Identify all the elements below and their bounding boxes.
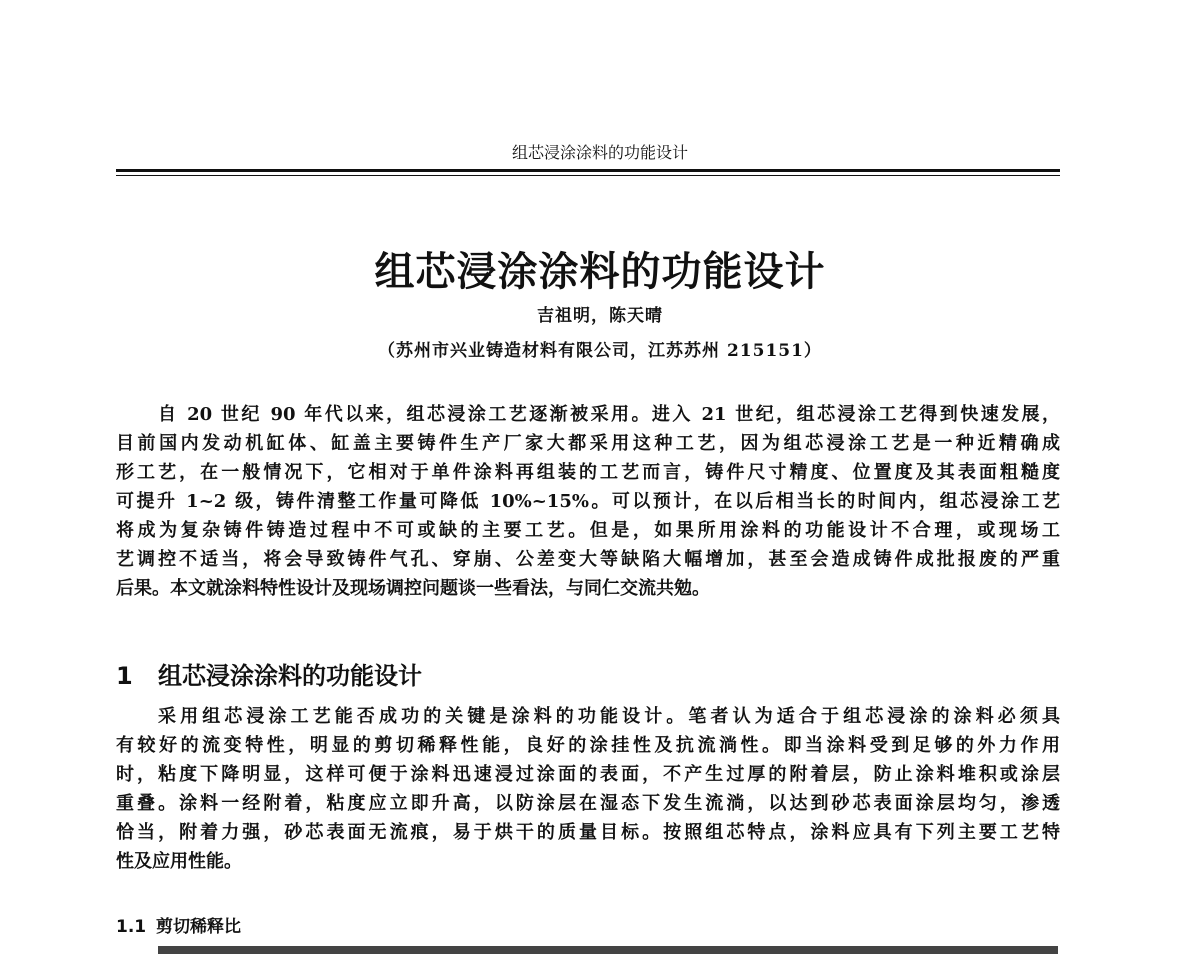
- header-rule: [116, 169, 1060, 172]
- intro-line: 形工艺，在一般情况下，它相对于单件涂料再组装的工艺而言，铸件尺寸精度、位置度及其表面粗糙度: [116, 462, 1060, 483]
- cut-off-ink: [158, 946, 1058, 954]
- intro-paragraph: [116, 400, 1060, 603]
- section1-line: 时，粘度下降明显，这样可便于涂料迅速浸过涂面的表面，不产生过厚的附着层，防止涂料堆积或涂层: [116, 764, 1060, 785]
- affiliation: （苏州市兴业铸造材料有限公司，江苏苏州 215151）: [378, 341, 822, 361]
- intro-line: 可提升 1~2 级，铸件清整工作量可降低 10%~15%。可以预计，在以后相当长的时间内，组芯浸涂工艺: [116, 491, 1060, 512]
- section1-line: 采用组芯浸涂工艺能否成功的关键是涂料的功能设计。笔者认为适合于组芯浸涂的涂料必须具: [158, 706, 1060, 727]
- intro-line: 自 20 世纪 90 年代以来，组芯浸涂工艺逐渐被采用。进入 21 世纪，组芯浸涂工艺得到快速发展，: [158, 404, 1060, 425]
- running-header: 组芯浸涂涂料的功能设计: [511, 143, 688, 162]
- intro-line: 后果。本文就涂料特性设计及现场调控问题谈一些看法，与同仁交流共勉。: [116, 578, 710, 599]
- intro-line: 目前国内发动机缸体、缸盖主要铸件生产厂家大都采用这种工艺，因为组芯浸涂工艺是一种近精确成: [116, 433, 1060, 454]
- paper-title: 组芯浸涂涂料的功能设计: [374, 249, 826, 295]
- section1-line: 有较好的流变特性，明显的剪切稀释性能，良好的涂挂性及抗流淌性。即当涂料受到足够的外力作用: [116, 735, 1060, 756]
- subsection-heading: [116, 912, 241, 937]
- section1-line: 性及应用性能。: [116, 851, 242, 872]
- header-rule-thin: [116, 175, 1060, 176]
- intro-line: 将成为复杂铸件铸造过程中不可或缺的主要工艺。但是，如果所用涂料的功能设计不合理，或现场工: [116, 520, 1060, 541]
- subsection-title: 剪切稀释比: [156, 917, 241, 937]
- authors: 吉祖明，陈天晴: [537, 306, 663, 326]
- intro-line: 艺调控不适当，将会导致铸件气孔、穿崩、公差变大等缺陷大幅增加，甚至会造成铸件成批报废的严重: [116, 549, 1060, 570]
- section-number: 1: [116, 662, 133, 690]
- subsection-number: 1.1: [116, 917, 147, 937]
- section1-line: 重叠。涂料一经附着，粘度应立即升高，以防涂层在湿态下发生流淌，以达到砂芯表面涂层均匀，渗透: [116, 793, 1060, 814]
- section-heading: [116, 656, 422, 691]
- section-title: 组芯浸涂涂料的功能设计: [158, 662, 422, 690]
- section1-line: 恰当，附着力强，砂芯表面无流痕，易于烘干的质量目标。按照组芯特点，涂料应具有下列主要工艺特: [116, 822, 1060, 843]
- section1-paragraph: [116, 702, 1060, 876]
